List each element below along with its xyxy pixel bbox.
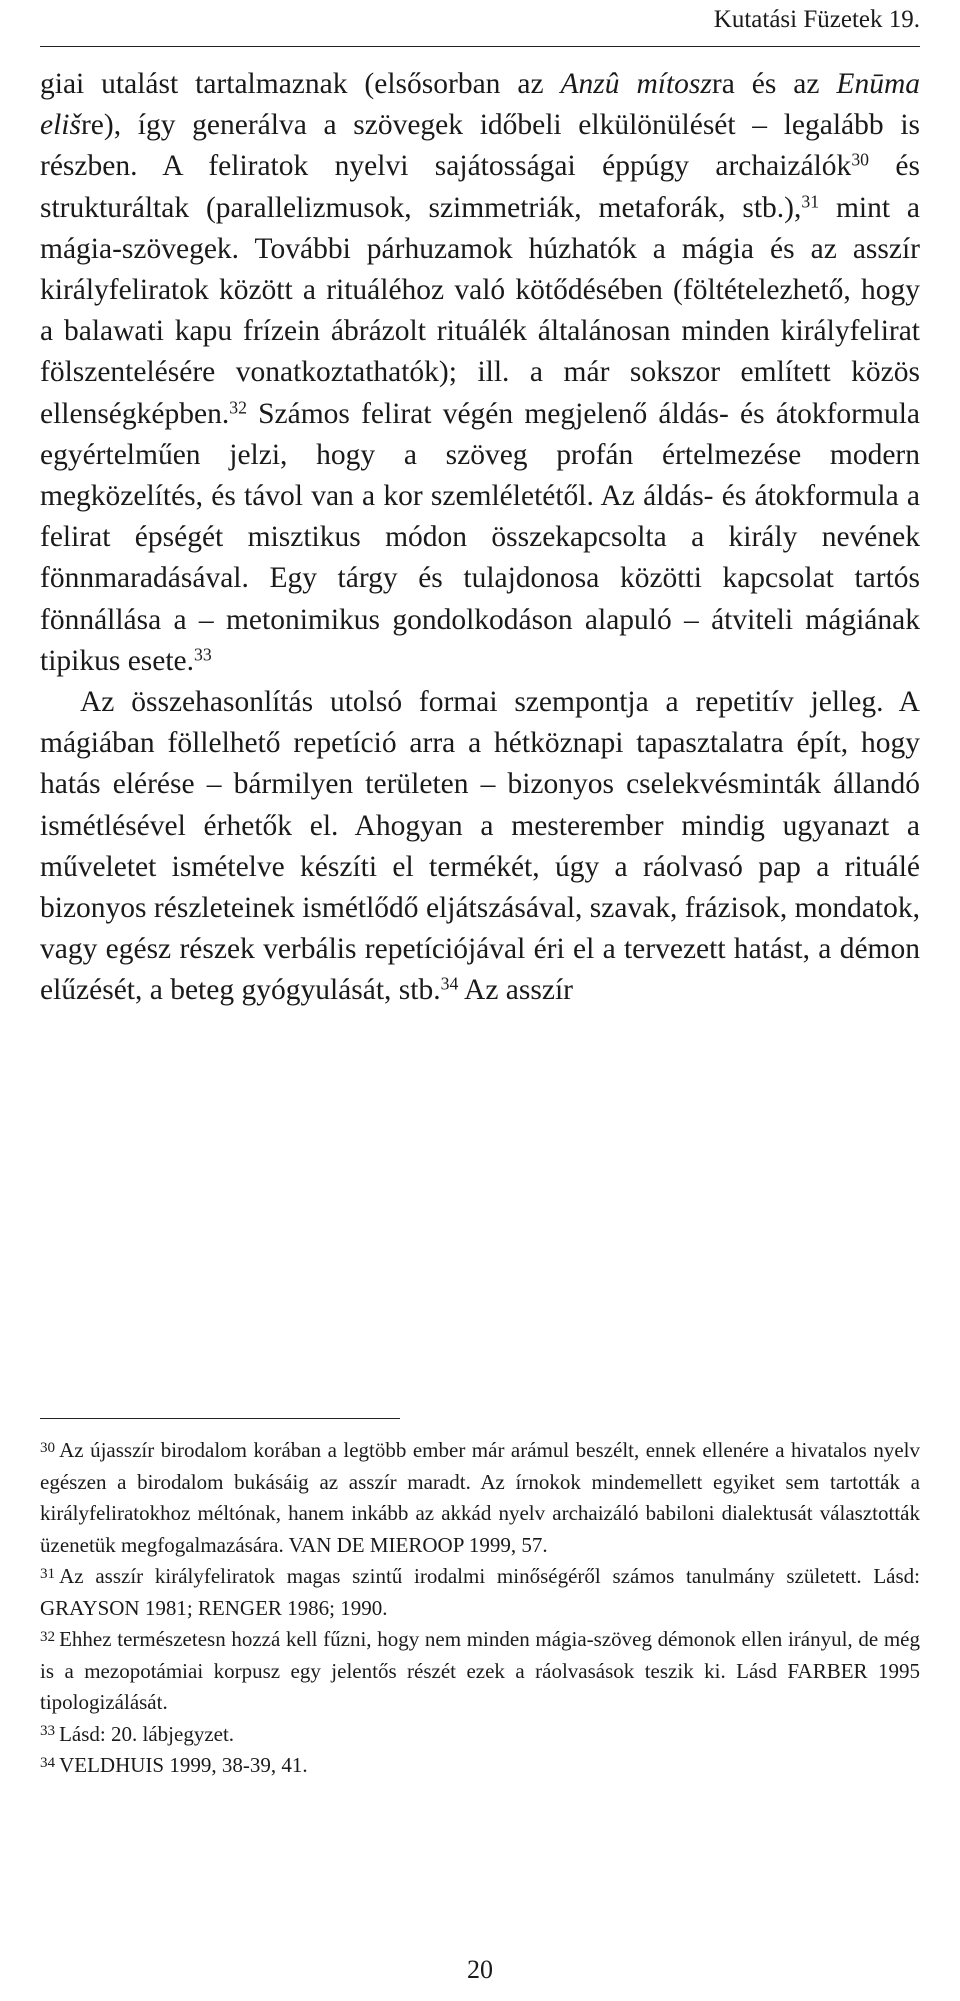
footnote-ref-33[interactable]: 33 [194,644,212,665]
footnote-32 [40,1624,920,1719]
footnote-number: 31 [40,1565,56,1582]
footnote-ref-34[interactable]: 34 [440,973,459,994]
running-title: Kutatási Füzetek 19. [713,6,920,33]
text-run: és strukturáltak (parallelizmusok, szimmetriák, metaforák, stb.), [40,150,920,224]
text-run: Számos felirat végén megjelenő áldás- és átokformula egyértelműen jelzi, hogy a szöveg profán értelmezése modern megközelítés, és távol van a kor szemléletétől. Az áldás- és átokformula a felirat épségét misztikus módon összekapcsolta a király nevének fönnmaradásával. Egy tárgy és tulajdonosa közötti kapcsolat tartós fönnállása a – metonimikus gondolkodáson alapuló – átviteli mágiának tipikus esete. [40,397,920,677]
italic-title-anzu: Anzû mítosz [560,68,712,100]
footnote-number: 34 [40,1754,56,1771]
footnote-number: 30 [40,1439,56,1456]
footnote-number: 32 [40,1628,56,1645]
page-header [40,0,920,47]
text-run: Az összehasonlítás utolsó formai szempontja a repetitív jelleg. A mágiában föllelhető repetíció arra a hétköznapi tapasztalatra épít, hogy hatás elérése – bármilyen területen – bizonyos cselekvésminták állandó ismétlésével érhetők el. Ahogyan a mesterember mindig ugyanazt a műveletet ismételve készíti el termékét, úgy a ráolvasó pap a rituálé bizonyos részleteinek ismétlődő eljátszásával, szavak, frázisok, mondatok, vagy egész részek verbális repetíciójával éri el a tervezett hatást, a démon elűzését, a beteg gyógyulását, stb. [40,686,920,1007]
footnotes [40,1435,920,1782]
footnote-text: VELDHUIS 1999, 38-39, 41. [59,1753,308,1777]
text-run: Az asszír [458,974,573,1007]
footnote-text: Az újasszír birodalom korában a legtöbb ember már arámul beszélt, ennek ellenére a hivatalos nyelv egészen a birodalom bukásáig az asszír maradt. Az írnokok mindemellett egyiket sem tartották a királyfeliratokhoz méltónak, hanem inkább az akkád nyelv archaizáló babiloni dialektusát választották üzenetük megfogalmazására. VAN DE MIEROOP 1999, 57. [40,1438,920,1557]
footnote-33 [40,1719,920,1751]
footnote-ref-32[interactable]: 32 [229,396,247,417]
italic-title-enuma-elish: Enūma eliš [40,68,920,142]
paragraph-2 [40,682,920,1012]
footnote-31 [40,1561,920,1624]
footnote-text: Lásd: 20. lábjegyzet. [59,1721,235,1746]
text-run: re), így generálva a szövegek időbeli elkülönülését – legalább is részben. A feliratok nyelvi sajátosságai éppúgy archaizálók [40,109,920,183]
paragraph-1 [40,64,920,682]
footnote-34 [40,1750,920,1782]
text-run: mint a mágia-szövegek. További párhuzamok húzhatók a mágia és az asszír királyfeliratok között a rituáléhoz való kötődésében (föltételezhető, hogy a balawati kapu frízein ábrázolt rituálék általánosan minden királyfelirat fölszentelésére vonatkoztathatók); ill. a már sokszor említett közös ellenségképben. [40,191,921,430]
main-text [40,64,920,1012]
page-number: 20 [467,1955,493,1984]
footnote-text: Az asszír királyfeliratok magas szintű irodalmi minőségéről számos tanulmány született. Lásd: GRAYSON 1981; RENGER 1986; 1990. [40,1564,920,1620]
footnote-divider [40,1418,400,1419]
footnote-number: 33 [40,1723,56,1740]
footnote-text: Ehhez természetesn hozzá kell fűzni, hogy nem minden mágia-szöveg démonok ellen irányul, de még is a mezopotámiai korpusz egy jelentős részét ezek a ráolvasások teszik ki. Lásd FARBER 1995 tipologizálását. [40,1627,920,1714]
footnote-ref-31[interactable]: 31 [801,190,820,211]
footnote-30 [40,1435,920,1561]
footnote-ref-30[interactable]: 30 [851,149,869,170]
text-run: giai utalást tartalmaznak (elsősorban az [40,68,561,100]
text-run: ra és az [711,68,837,100]
